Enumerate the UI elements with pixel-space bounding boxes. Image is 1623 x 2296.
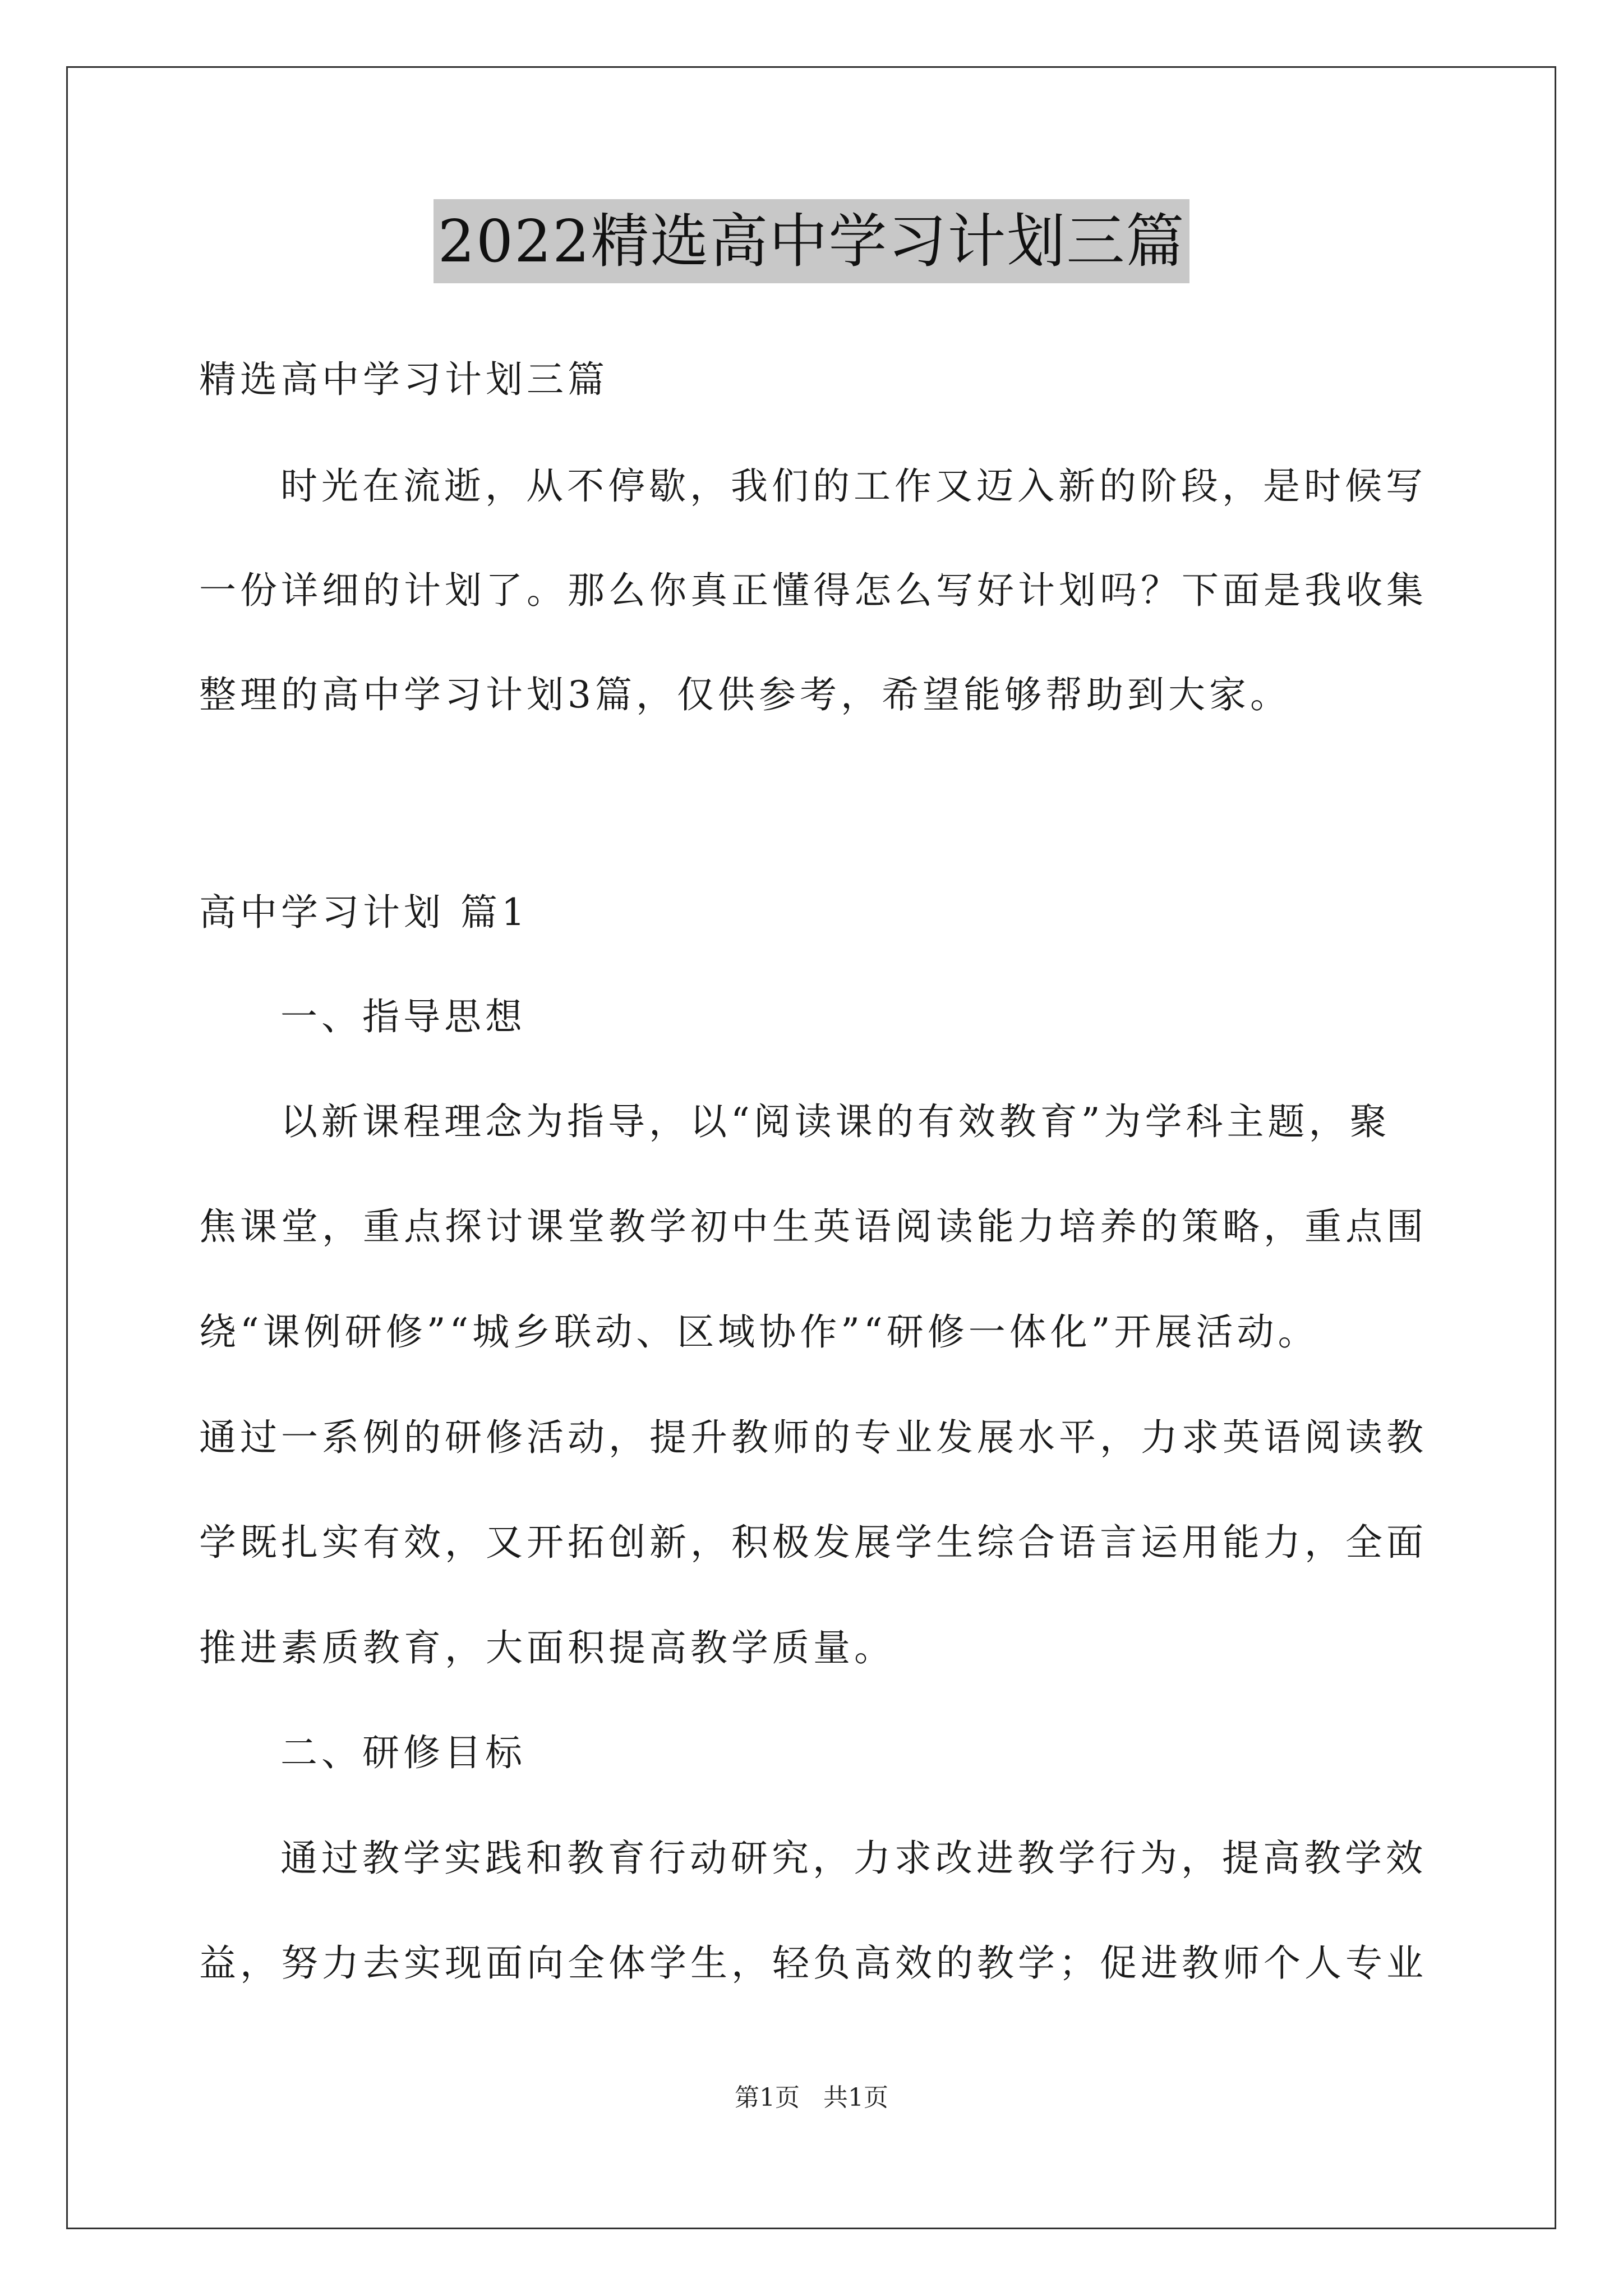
page-footer [0, 2081, 1623, 2115]
paragraph-line: 时光在流逝，从不停歇，我们的工作又迈入新的阶段，是时候写 [280, 464, 1427, 508]
paragraph-line: 益，努力去实现面向全体学生，轻负高效的教学；促进教师个人专业 [199, 1941, 1427, 1985]
paragraph-line: 整理的高中学习计划3篇，仅供参考，希望能够帮助到大家。 [199, 673, 1291, 716]
paragraph-line: 通过教学实践和教育行动研究，力求改进教学行为，提高教学效 [280, 1837, 1427, 1880]
paragraph-line: 以新课程理念为指导，以“阅读课的有效教育”为学科主题，聚 [280, 1100, 1391, 1143]
section-heading: 高中学习计划 篇1 [199, 891, 529, 934]
page-number: 第1页 [735, 2083, 800, 2112]
paragraph-line: 绕“课例研修”“城乡联动、区域协作”“研修一体化”开展活动。 [199, 1310, 1319, 1354]
paragraph-line: 推进素质教育，大面积提高教学质量。 [199, 1626, 895, 1669]
paragraph-line: 一份详细的计划了。那么你真正懂得怎么写好计划吗？下面是我收集 [199, 569, 1427, 612]
page-total: 共1页 [823, 2083, 888, 2112]
paragraph-line: 学既扎实有效，又开拓创新，积极发展学生综合语言运用能力，全面 [199, 1521, 1427, 1564]
subsection-heading: 二、研修目标 [280, 1731, 526, 1774]
document-title: 2022精选高中学习计划三篇 [434, 199, 1190, 283]
paragraph-line: 通过一系例的研修活动，提升教师的专业发展水平，力求英语阅读教 [199, 1416, 1427, 1459]
subtitle-line: 精选高中学习计划三篇 [199, 358, 608, 401]
paragraph-line: 焦课堂，重点探讨课堂教学初中生英语阅读能力培养的策略，重点围 [199, 1205, 1427, 1248]
title-container [0, 199, 1623, 283]
subsection-heading: 一、指导思想 [280, 995, 526, 1038]
